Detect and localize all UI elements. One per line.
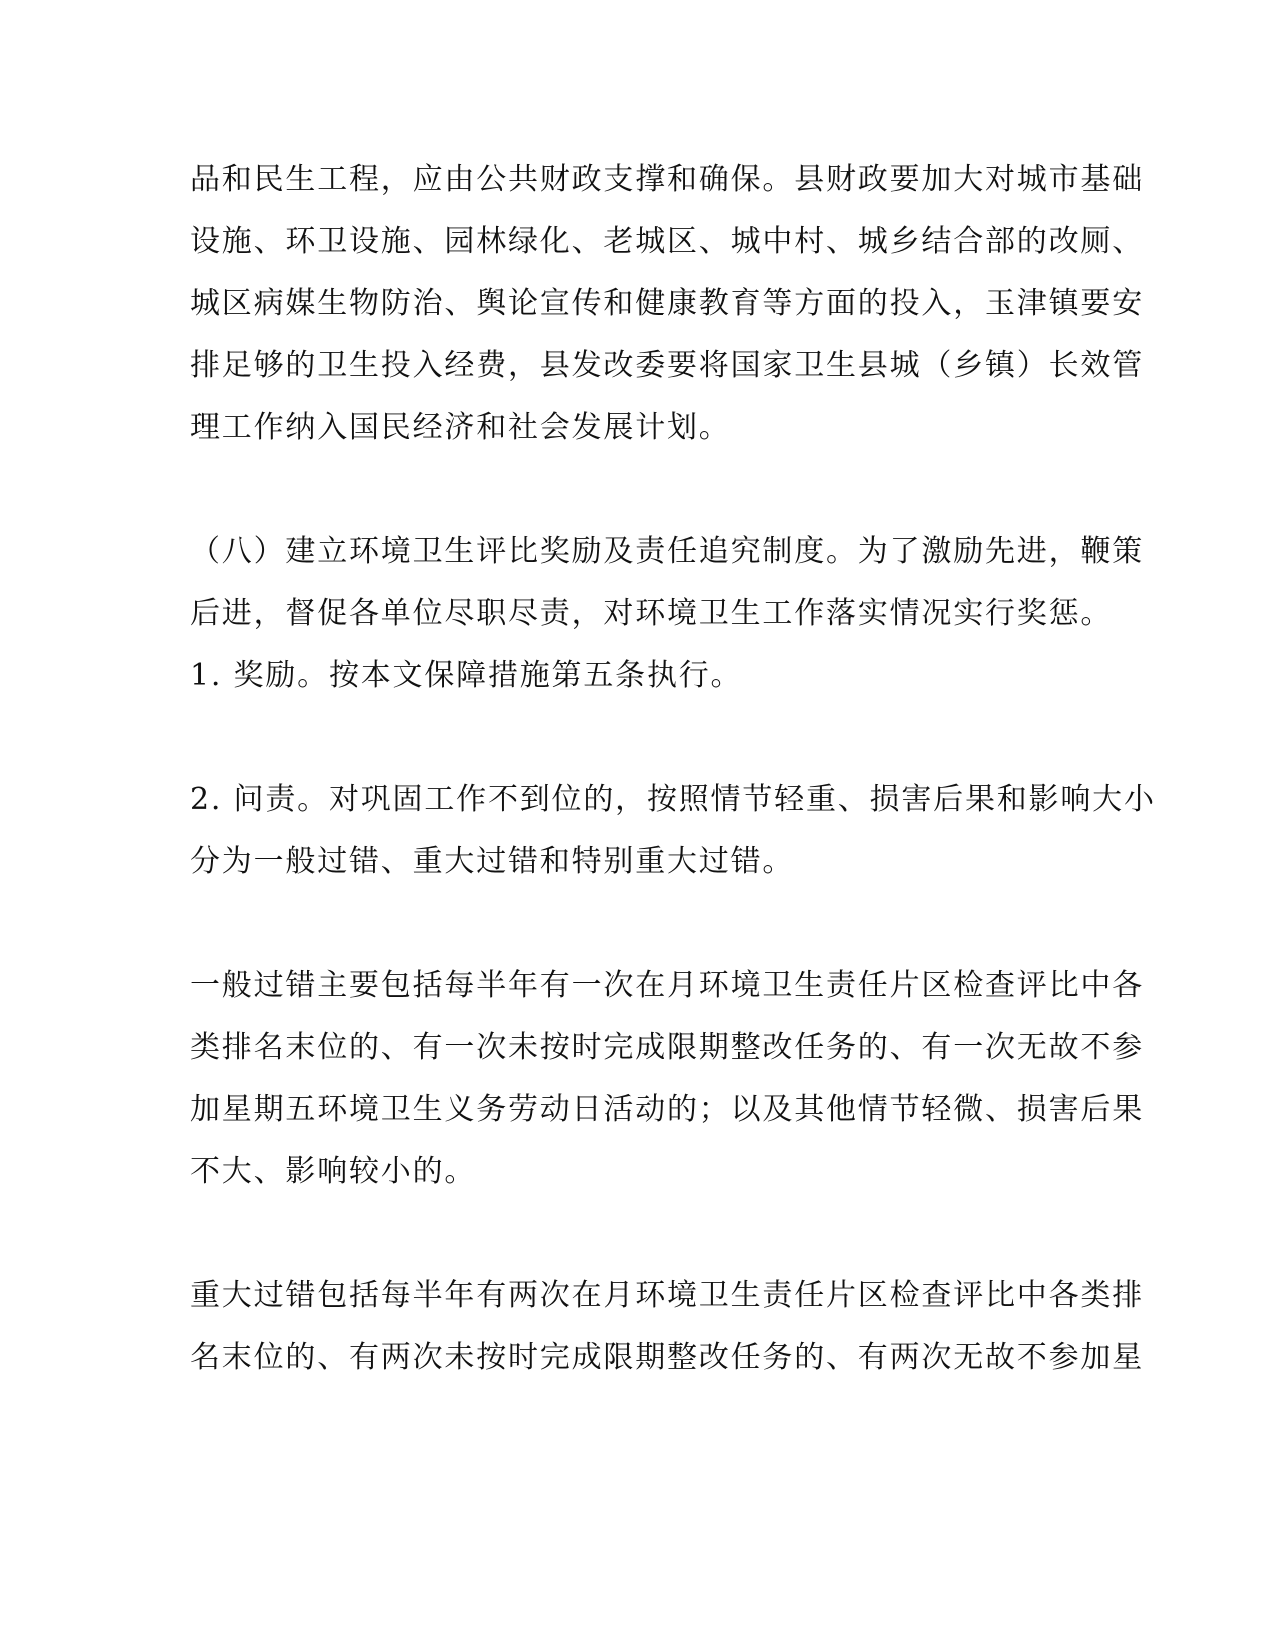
text-line: 城区病媒生物防治、舆论宣传和健康教育等方面的投入，玉津镇要安 xyxy=(190,286,1144,321)
text-line: （八）建立环境卫生评比奖励及责任追究制度。为了激励先进，鞭策 xyxy=(190,534,1144,569)
text-line: 重大过错包括每半年有两次在月环境卫生责任片区检查评比中各类排 xyxy=(190,1278,1144,1313)
text-line: 加星期五环境卫生义务劳动日活动的；以及其他情节轻微、损害后果 xyxy=(190,1092,1144,1127)
text-line: 分为一般过错、重大过错和特别重大过错。 xyxy=(190,844,795,879)
text-line: 排足够的卫生投入经费，县发改委要将国家卫生县城（乡镇）长效管 xyxy=(190,348,1144,383)
text-line: 设施、环卫设施、园林绿化、老城区、城中村、城乡结合部的改厕、 xyxy=(190,224,1144,259)
text-line: 理工作纳入国民经济和社会发展计划。 xyxy=(190,410,731,445)
text-line: 1. 奖励。按本文保障措施第五条执行。 xyxy=(190,658,743,693)
text-line: 一般过错主要包括每半年有一次在月环境卫生责任片区检查评比中各 xyxy=(190,968,1144,1003)
text-line: 后进，督促各单位尽职尽责，对环境卫生工作落实情况实行奖惩。 xyxy=(190,596,1113,631)
text-line: 2. 问责。对巩固工作不到位的，按照情节轻重、损害后果和影响大小 xyxy=(190,782,1156,817)
text-line: 类排名末位的、有一次未按时完成限期整改任务的、有一次无故不参 xyxy=(190,1030,1144,1065)
text-line: 名末位的、有两次未按时完成限期整改任务的、有两次无故不参加星 xyxy=(190,1340,1144,1375)
text-line: 不大、影响较小的。 xyxy=(190,1154,477,1189)
text-line: 品和民生工程，应由公共财政支撑和确保。县财政要加大对城市基础 xyxy=(190,162,1144,197)
